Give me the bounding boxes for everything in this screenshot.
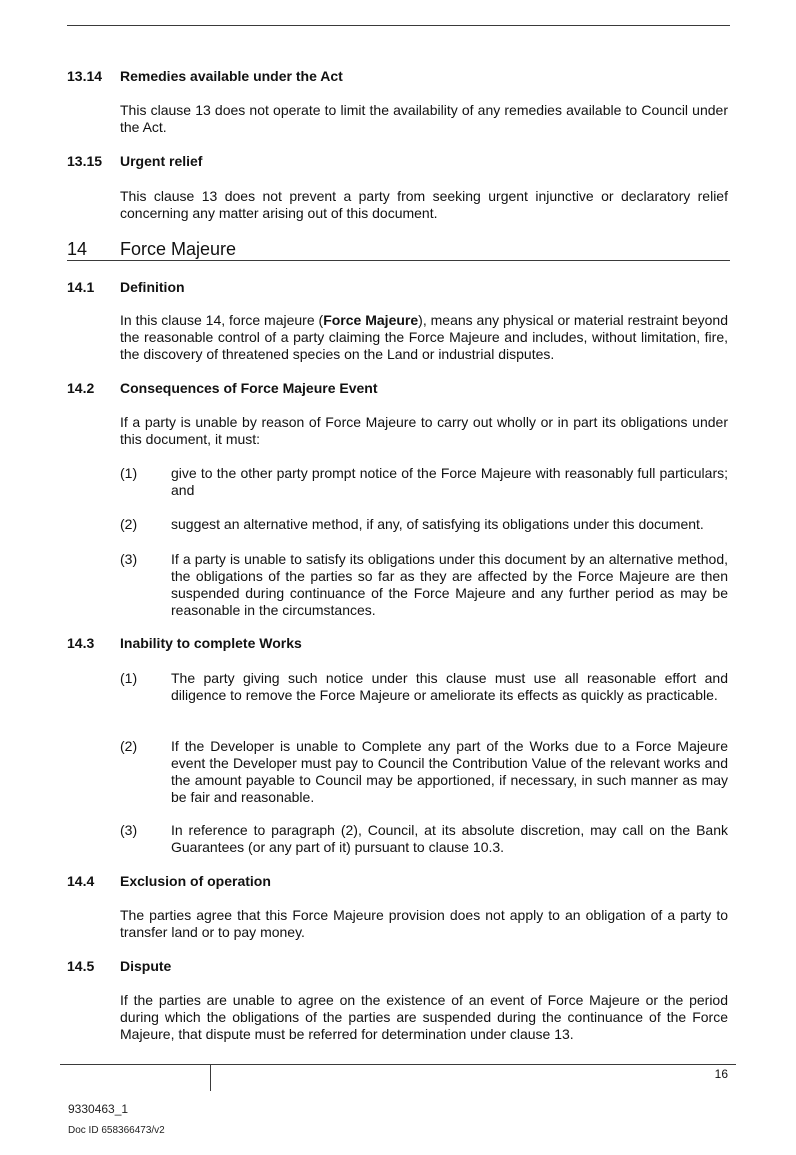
list-item-text: The party giving such notice under this clause must use all reasonable effort and diligence to remove the Force Majeure or ameliorate its effects as quickly as practicable.: [171, 670, 728, 703]
list-item-number: (1): [120, 670, 138, 686]
section-heading: Consequences of Force Majeure Event: [120, 380, 378, 396]
definition-text-before: In this clause 14, force majeure (: [120, 312, 324, 328]
section-number: 13.14: [67, 68, 103, 84]
list-item-number: (2): [120, 516, 138, 532]
section-number: 13.15: [67, 153, 103, 169]
section-paragraph: This clause 13 does not prevent a party from seeking urgent injunctive or declaratory relief concerning any matter arising out of this document.: [120, 188, 728, 221]
section-number: 14.4: [67, 873, 95, 889]
section-heading: Definition: [120, 279, 185, 295]
clause-heading: Force Majeure: [120, 239, 237, 259]
list-item-number: (2): [120, 738, 138, 754]
page-number: 16: [714, 1067, 728, 1081]
defined-term: Force Majeure: [323, 312, 419, 328]
list-item-text: give to the other party prompt notice of the Force Majeure with reasonably full particulars; and: [171, 465, 728, 498]
section-paragraph: If a party is unable by reason of Force Majeure to carry out wholly or in part its obligations under this document, it must:: [120, 414, 728, 447]
clause-heading-rule: [67, 260, 730, 261]
list-item-text: suggest an alternative method, if any, of satisfying its obligations under this document.: [171, 516, 704, 532]
document-number: 9330463_1: [68, 1102, 129, 1116]
definition-text-after: ), means any physical or material restraint beyond the reasonable control of a party claiming the Force Majeure and includes, without limitation, fire, the discovery of threatened species on the Land or industrial disputes.: [120, 312, 728, 362]
document-id: Doc ID 658366473/v2: [68, 1125, 165, 1136]
list-item-number: (3): [120, 551, 138, 567]
footer-divider: [210, 1064, 211, 1091]
section-paragraph: If the parties are unable to agree on the existence of an event of Force Majeure or the period during which the obligations of the parties are suspended during the continuance of the Force Majeure, that dispute must be referred for determination under clause 13.: [120, 992, 728, 1042]
section-heading: Remedies available under the Act: [120, 68, 343, 84]
list-item-text: In reference to paragraph (2), Council, at its absolute discretion, may call on the Bank Guarantees (or any part of it) pursuant to clause 10.3.: [171, 822, 728, 855]
list-item-number: (1): [120, 465, 138, 481]
list-item-text: If a party is unable to satisfy its obligations under this document by an alternative method, the obligations of the parties so far as they are affected by the Force Majeure are then suspended during continuance of the Force Majeure and any further period as may be reasonable in the circumstances.: [171, 551, 728, 618]
section-paragraph: The parties agree that this Force Majeure provision does not apply to an obligation of a party to transfer land or to pay money.: [120, 907, 728, 940]
list-item-text: If the Developer is unable to Complete any part of the Works due to a Force Majeure event the Developer must pay to Council the Contribution Value of the relevant works and the amount payable to Council may be apportioned, if necessary, in such manner as may be fair and reasonable.: [171, 738, 728, 805]
section-number: 14.2: [67, 380, 95, 396]
section-heading: Inability to complete Works: [120, 635, 302, 651]
section-number: 14.5: [67, 958, 95, 974]
header-rule: [67, 25, 730, 26]
section-heading: Urgent relief: [120, 153, 203, 169]
section-number: 14.1: [67, 279, 95, 295]
section-heading: Dispute: [120, 958, 172, 974]
section-heading: Exclusion of operation: [120, 873, 271, 889]
section-paragraph: This clause 13 does not operate to limit the availability of any remedies available to Council under the Act.: [120, 102, 728, 135]
clause-number: 14: [67, 239, 88, 259]
list-item-number: (3): [120, 822, 138, 838]
section-number: 14.3: [67, 635, 95, 651]
definition-paragraph: [120, 312, 728, 363]
footer-rule: [60, 1064, 736, 1065]
